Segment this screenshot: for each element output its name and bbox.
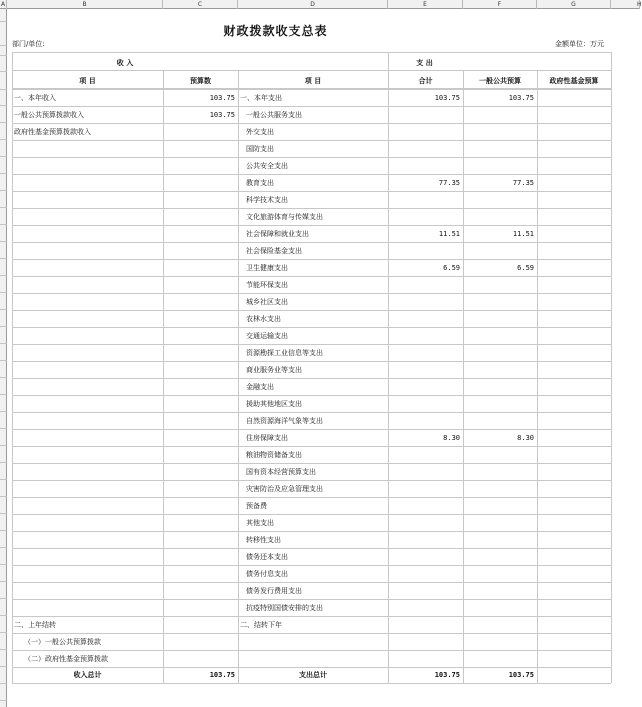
- row-header[interactable]: [0, 174, 7, 191]
- row-header[interactable]: [0, 191, 7, 208]
- budget-value-cell[interactable]: [163, 209, 235, 225]
- fund-budget-value-cell[interactable]: [537, 617, 608, 633]
- total-value-cell[interactable]: [388, 532, 460, 548]
- expense-item-cell[interactable]: 交通运输支出: [246, 332, 288, 340]
- expense-item-cell[interactable]: 自然资源海洋气象等支出: [246, 417, 323, 425]
- expense-item-cell[interactable]: 转移性支出: [246, 536, 281, 544]
- income-item-cell[interactable]: 一、本年收入: [14, 94, 56, 102]
- total-value-cell[interactable]: [388, 328, 460, 344]
- total-value-cell[interactable]: [388, 515, 460, 531]
- budget-value-cell[interactable]: 103.75: [209, 111, 235, 119]
- row-header[interactable]: [0, 480, 7, 497]
- fund-budget-value-cell[interactable]: [537, 481, 608, 497]
- row-header[interactable]: [0, 361, 7, 378]
- row-header[interactable]: [0, 514, 7, 531]
- fund-budget-value-cell[interactable]: [537, 226, 608, 242]
- budget-value-cell[interactable]: [163, 430, 235, 446]
- row-header[interactable]: [0, 395, 7, 412]
- row-header[interactable]: [0, 344, 7, 361]
- general-budget-value-cell[interactable]: [463, 532, 534, 548]
- expense-item-cell[interactable]: 城乡社区支出: [246, 298, 288, 306]
- fund-total-value: [537, 667, 608, 683]
- budget-value-cell[interactable]: [163, 447, 235, 463]
- row-header[interactable]: [0, 548, 7, 565]
- total-value-cell[interactable]: [388, 583, 460, 599]
- row-header[interactable]: [0, 106, 7, 123]
- expense-item-cell[interactable]: 国有资本经营预算支出: [246, 468, 316, 476]
- general-budget-value-cell[interactable]: [463, 243, 534, 259]
- income-item-cell[interactable]: [14, 430, 161, 446]
- expense-item-cell[interactable]: 商业服务业等支出: [246, 366, 302, 374]
- expense-item-cell[interactable]: 节能环保支出: [246, 281, 288, 289]
- fund-budget-value-cell[interactable]: [537, 328, 608, 344]
- total-value-cell[interactable]: [388, 294, 460, 310]
- total-value-cell[interactable]: 103.75: [434, 94, 460, 102]
- expense-item-cell[interactable]: 国防支出: [246, 145, 274, 153]
- expense-item-cell[interactable]: 文化旅游体育与传媒支出: [246, 213, 323, 221]
- general-budget-value-cell[interactable]: [463, 464, 534, 480]
- column-header-a[interactable]: A: [0, 1, 6, 8]
- row-header[interactable]: [0, 89, 7, 106]
- income-item-cell[interactable]: [14, 379, 161, 395]
- general-budget-value-cell[interactable]: 6.59: [517, 264, 534, 272]
- general-budget-value-cell[interactable]: [463, 379, 534, 395]
- row-header[interactable]: [0, 684, 7, 701]
- budget-value-cell[interactable]: [163, 464, 235, 480]
- budget-value-cell[interactable]: [163, 634, 235, 650]
- expense-item-cell[interactable]: 债务付息支出: [246, 570, 288, 578]
- general-budget-value-cell[interactable]: [463, 583, 534, 599]
- expense-item-cell[interactable]: 粮油物资储备支出: [246, 451, 302, 459]
- budget-value-cell[interactable]: [163, 294, 235, 310]
- row-header[interactable]: [0, 650, 7, 667]
- budget-value-cell[interactable]: [163, 260, 235, 276]
- budget-value-cell[interactable]: 103.75: [209, 94, 235, 102]
- general-budget-value-cell[interactable]: [463, 328, 534, 344]
- expense-item-cell[interactable]: 金融支出: [246, 383, 274, 391]
- row-header[interactable]: [0, 72, 7, 90]
- row-header[interactable]: [0, 310, 7, 327]
- budget-value-cell[interactable]: [163, 226, 235, 242]
- grid-column-line: [238, 70, 239, 683]
- income-item-cell[interactable]: [14, 226, 161, 242]
- total-value-cell[interactable]: [388, 345, 460, 361]
- income-item-cell[interactable]: [14, 362, 161, 378]
- expense-item-cell[interactable]: 住房保障支出: [246, 434, 288, 442]
- income-item-header: 项 目: [79, 77, 96, 85]
- total-value-cell[interactable]: [388, 379, 460, 395]
- total-value-cell[interactable]: 11.51: [438, 230, 460, 238]
- total-value-cell[interactable]: 8.30: [443, 434, 460, 442]
- total-value-cell[interactable]: [388, 634, 460, 650]
- income-item-cell[interactable]: [14, 566, 161, 582]
- general-budget-value-cell[interactable]: [463, 396, 534, 412]
- total-value-cell[interactable]: [388, 498, 460, 514]
- row-header[interactable]: [0, 497, 7, 514]
- row-header[interactable]: [0, 242, 7, 259]
- general-budget-value-cell[interactable]: [463, 277, 534, 293]
- column-header-g[interactable]: G: [537, 0, 611, 9]
- total-value-cell[interactable]: [388, 124, 460, 140]
- fund-budget-value-cell[interactable]: [537, 243, 608, 259]
- fund-budget-value-cell[interactable]: [537, 600, 608, 616]
- column-header-c[interactable]: C: [163, 0, 238, 9]
- fund-budget-value-cell[interactable]: [537, 192, 608, 208]
- fund-budget-header: 政府性基金预算: [549, 77, 599, 85]
- income-item-cell[interactable]: [14, 260, 161, 276]
- expense-item-cell[interactable]: 一、本年支出: [240, 94, 282, 102]
- general-budget-value-cell[interactable]: [463, 107, 534, 123]
- expense-total-label: 支出总计: [299, 671, 327, 679]
- income-item-cell[interactable]: [14, 413, 161, 429]
- row-header[interactable]: [0, 46, 7, 56]
- budget-value-cell[interactable]: [163, 379, 235, 395]
- total-value-cell[interactable]: [388, 549, 460, 565]
- income-item-cell[interactable]: [14, 464, 161, 480]
- general-budget-value-cell[interactable]: 103.75: [508, 94, 534, 102]
- budget-value-cell[interactable]: [163, 481, 235, 497]
- grid-row-line: [12, 52, 611, 53]
- income-item-cell[interactable]: [14, 600, 161, 616]
- unit-label: 金额单位：万元: [555, 40, 604, 48]
- row-header[interactable]: [0, 463, 7, 480]
- column-header-b[interactable]: B: [7, 0, 163, 9]
- general-budget-value-cell[interactable]: [463, 192, 534, 208]
- general-budget-value-cell[interactable]: [463, 141, 534, 157]
- income-item-cell[interactable]: [14, 549, 161, 565]
- fund-budget-value-cell[interactable]: [537, 634, 608, 650]
- budget-value-cell[interactable]: [163, 141, 235, 157]
- general-budget-value-cell[interactable]: 11.51: [512, 230, 534, 238]
- income-item-cell[interactable]: [14, 345, 161, 361]
- budget-value-cell[interactable]: [163, 617, 235, 633]
- budget-value-cell[interactable]: [163, 175, 235, 191]
- row-header[interactable]: [0, 378, 7, 395]
- income-item-cell[interactable]: [14, 583, 161, 599]
- general-budget-value-cell[interactable]: [463, 345, 534, 361]
- budget-value-cell[interactable]: [163, 192, 235, 208]
- row-header[interactable]: [0, 429, 7, 446]
- income-item-cell[interactable]: 政府性基金预算拨款收入: [14, 128, 91, 136]
- budget-value-cell[interactable]: [163, 413, 235, 429]
- row-header[interactable]: [0, 446, 7, 463]
- fund-budget-value-cell[interactable]: [537, 311, 608, 327]
- row-header[interactable]: [0, 140, 7, 157]
- total-value-cell[interactable]: 6.59: [443, 264, 460, 272]
- budget-value-cell[interactable]: [163, 396, 235, 412]
- income-item-cell[interactable]: [14, 532, 161, 548]
- column-header-e[interactable]: E: [388, 0, 463, 9]
- expense-item-cell[interactable]: 外交支出: [246, 128, 274, 136]
- expense-item-cell[interactable]: 灾害防治及应急管理支出: [246, 485, 323, 493]
- expense-item-cell[interactable]: 二、结转下年: [240, 621, 282, 629]
- row-header[interactable]: [0, 412, 7, 429]
- general-budget-value-cell[interactable]: [463, 481, 534, 497]
- row-header[interactable]: [0, 599, 7, 616]
- general-budget-value-cell[interactable]: 8.30: [517, 434, 534, 442]
- fund-budget-value-cell[interactable]: [537, 515, 608, 531]
- total-value-cell[interactable]: [388, 209, 460, 225]
- general-budget-value-cell[interactable]: [463, 362, 534, 378]
- income-item-cell[interactable]: [14, 481, 161, 497]
- total-value-cell[interactable]: [388, 617, 460, 633]
- expense-item-cell[interactable]: 一般公共服务支出: [246, 111, 302, 119]
- expense-item-cell[interactable]: 农林水支出: [246, 315, 281, 323]
- general-budget-value-cell[interactable]: 77.35: [512, 179, 534, 187]
- row-header[interactable]: [0, 22, 7, 46]
- fund-budget-value-cell[interactable]: [537, 345, 608, 361]
- income-section-header: 收 入: [116, 59, 134, 67]
- fund-budget-value-cell[interactable]: [537, 464, 608, 480]
- budget-value-cell[interactable]: [163, 651, 235, 667]
- grid-column-line: [611, 52, 612, 683]
- expense-item-cell[interactable]: 公共安全支出: [246, 162, 288, 170]
- income-item-cell[interactable]: [14, 447, 161, 463]
- general-total-value: 103.75: [508, 671, 534, 679]
- general-budget-value-cell[interactable]: [463, 158, 534, 174]
- total-value-cell[interactable]: [388, 566, 460, 582]
- general-budget-value-cell[interactable]: [463, 634, 534, 650]
- budget-value-cell[interactable]: [163, 345, 235, 361]
- expense-item-cell[interactable]: 援助其他地区支出: [246, 400, 302, 408]
- budget-value-cell[interactable]: [163, 124, 235, 140]
- fund-budget-value-cell[interactable]: [537, 175, 608, 191]
- total-value-cell[interactable]: 77.35: [438, 179, 460, 187]
- fund-budget-value-cell[interactable]: [537, 90, 608, 106]
- general-budget-value-cell[interactable]: [463, 413, 534, 429]
- fund-budget-value-cell[interactable]: [537, 158, 608, 174]
- column-header-f[interactable]: F: [463, 0, 537, 9]
- expense-item-cell[interactable]: 债务还本支出: [246, 553, 288, 561]
- expense-item-cell[interactable]: 其他支出: [246, 519, 274, 527]
- income-item-cell[interactable]: [14, 498, 161, 514]
- row-header[interactable]: [0, 276, 7, 293]
- total-value-cell[interactable]: [388, 141, 460, 157]
- total-value-cell[interactable]: [388, 481, 460, 497]
- general-budget-header: 一般公共预算: [479, 77, 521, 85]
- department-label: 部门/单位:: [12, 40, 45, 48]
- row-header[interactable]: [0, 157, 7, 174]
- budget-value-cell[interactable]: [163, 498, 235, 514]
- general-budget-value-cell[interactable]: [463, 515, 534, 531]
- row-header-bar: [0, 9, 7, 707]
- total-value-cell[interactable]: [388, 447, 460, 463]
- expense-item-cell[interactable]: 卫生健康支出: [246, 264, 288, 272]
- total-value-cell[interactable]: [388, 396, 460, 412]
- expense-item-cell[interactable]: 教育支出: [246, 179, 274, 187]
- budget-value-cell[interactable]: [163, 532, 235, 548]
- income-total-value: 103.75: [209, 671, 235, 679]
- fund-budget-value-cell[interactable]: [537, 277, 608, 293]
- income-item-cell[interactable]: [14, 328, 161, 344]
- budget-value-cell[interactable]: [163, 328, 235, 344]
- grid-column-line: [12, 52, 13, 683]
- row-header[interactable]: [0, 616, 7, 633]
- budget-value-cell[interactable]: [163, 583, 235, 599]
- total-header: 合计: [418, 77, 433, 85]
- fund-budget-value-cell[interactable]: [537, 294, 608, 310]
- budget-value-cell[interactable]: [163, 311, 235, 327]
- report-title: 财政拨款收支总表: [223, 24, 328, 38]
- fund-budget-value-cell[interactable]: [537, 430, 608, 446]
- fund-budget-value-cell[interactable]: [537, 651, 608, 667]
- budget-value-cell[interactable]: [163, 566, 235, 582]
- total-value-cell[interactable]: [388, 600, 460, 616]
- grid-row-line: [12, 683, 611, 684]
- expense-item-cell[interactable]: [246, 651, 386, 667]
- total-value-cell[interactable]: [388, 413, 460, 429]
- general-budget-value-cell[interactable]: [463, 311, 534, 327]
- income-total-label: 收入总计: [73, 671, 102, 679]
- row-header[interactable]: [0, 9, 7, 22]
- fund-budget-value-cell[interactable]: [537, 498, 608, 514]
- general-budget-value-cell[interactable]: [463, 566, 534, 582]
- total-value-cell[interactable]: [388, 362, 460, 378]
- total-value-cell[interactable]: [388, 311, 460, 327]
- expense-item-cell[interactable]: [246, 634, 386, 650]
- expense-item-cell[interactable]: 科学技术支出: [246, 196, 288, 204]
- column-header-h[interactable]: H: [611, 0, 640, 9]
- budget-value-cell[interactable]: [163, 515, 235, 531]
- general-budget-value-cell[interactable]: [463, 600, 534, 616]
- row-header[interactable]: [0, 123, 7, 140]
- row-header[interactable]: [0, 208, 7, 225]
- income-item-cell[interactable]: [14, 175, 161, 191]
- total-value-cell[interactable]: [388, 158, 460, 174]
- income-item-cell[interactable]: [14, 396, 161, 412]
- general-budget-value-cell[interactable]: [463, 549, 534, 565]
- expense-item-header: 项 目: [304, 77, 322, 85]
- budget-header: 预算数: [190, 77, 211, 85]
- row-header[interactable]: [0, 667, 7, 684]
- fund-budget-value-cell[interactable]: [537, 583, 608, 599]
- row-header[interactable]: [0, 259, 7, 276]
- fund-budget-value-cell[interactable]: [537, 260, 608, 276]
- fund-budget-value-cell[interactable]: [537, 124, 608, 140]
- fund-budget-value-cell[interactable]: [537, 413, 608, 429]
- fund-budget-value-cell[interactable]: [537, 209, 608, 225]
- income-item-cell[interactable]: 二、上年结转: [14, 621, 56, 629]
- fund-budget-value-cell[interactable]: [537, 141, 608, 157]
- income-item-cell[interactable]: [14, 294, 161, 310]
- income-item-cell[interactable]: [14, 209, 161, 225]
- fund-budget-value-cell[interactable]: [537, 107, 608, 123]
- expense-item-cell[interactable]: 社会保险基金支出: [246, 247, 302, 255]
- row-header[interactable]: [0, 633, 7, 650]
- general-budget-value-cell[interactable]: [463, 124, 534, 140]
- row-header[interactable]: [0, 531, 7, 548]
- income-item-cell[interactable]: [14, 277, 161, 293]
- income-item-cell[interactable]: [14, 141, 161, 157]
- expense-total-value: 103.75: [434, 671, 460, 679]
- total-value-cell[interactable]: [388, 107, 460, 123]
- general-budget-value-cell[interactable]: [463, 651, 534, 667]
- general-budget-value-cell[interactable]: [463, 294, 534, 310]
- general-budget-value-cell[interactable]: [463, 447, 534, 463]
- general-budget-value-cell[interactable]: [463, 498, 534, 514]
- fund-budget-value-cell[interactable]: [537, 549, 608, 565]
- budget-value-cell[interactable]: [163, 277, 235, 293]
- expense-item-cell[interactable]: 社会保障和就业支出: [246, 230, 309, 238]
- row-header[interactable]: [0, 293, 7, 310]
- total-value-cell[interactable]: [388, 464, 460, 480]
- expense-section-header: 支 出: [416, 59, 433, 67]
- row-header[interactable]: [0, 327, 7, 344]
- income-item-cell[interactable]: （二）政府性基金预算拨款: [24, 655, 108, 663]
- general-budget-value-cell[interactable]: [463, 209, 534, 225]
- fund-budget-value-cell[interactable]: [537, 566, 608, 582]
- row-header[interactable]: [0, 582, 7, 599]
- expense-item-cell[interactable]: 资源勘探工业信息等支出: [246, 349, 323, 357]
- fund-budget-value-cell[interactable]: [537, 379, 608, 395]
- budget-value-cell[interactable]: [163, 549, 235, 565]
- income-item-cell[interactable]: [14, 192, 161, 208]
- total-value-cell[interactable]: [388, 651, 460, 667]
- column-header-bar: [0, 0, 640, 9]
- fund-budget-value-cell[interactable]: [537, 447, 608, 463]
- total-value-cell[interactable]: [388, 192, 460, 208]
- row-header[interactable]: [0, 56, 7, 72]
- total-value-cell[interactable]: [388, 277, 460, 293]
- income-item-cell[interactable]: [14, 515, 161, 531]
- income-item-cell[interactable]: [14, 311, 161, 327]
- fund-budget-value-cell[interactable]: [537, 362, 608, 378]
- general-budget-value-cell[interactable]: [463, 617, 534, 633]
- income-item-cell[interactable]: （一）一般公共预算拨款: [24, 638, 101, 646]
- income-item-cell[interactable]: [14, 158, 161, 174]
- row-header[interactable]: [0, 565, 7, 582]
- income-item-cell[interactable]: 一般公共预算拨款收入: [14, 111, 84, 119]
- expense-item-cell[interactable]: 预备费: [246, 502, 267, 510]
- fund-budget-value-cell[interactable]: [537, 532, 608, 548]
- expense-item-cell[interactable]: 抗疫特别国债安排的支出: [246, 604, 323, 612]
- fund-budget-value-cell[interactable]: [537, 396, 608, 412]
- budget-value-cell[interactable]: [163, 243, 235, 259]
- total-value-cell[interactable]: [388, 243, 460, 259]
- income-item-cell[interactable]: [14, 243, 161, 259]
- budget-value-cell[interactable]: [163, 600, 235, 616]
- expense-item-cell[interactable]: 债务发行费用支出: [246, 587, 302, 595]
- budget-value-cell[interactable]: [163, 362, 235, 378]
- row-header[interactable]: [0, 225, 7, 242]
- column-header-d[interactable]: D: [238, 0, 388, 9]
- budget-value-cell[interactable]: [163, 158, 235, 174]
